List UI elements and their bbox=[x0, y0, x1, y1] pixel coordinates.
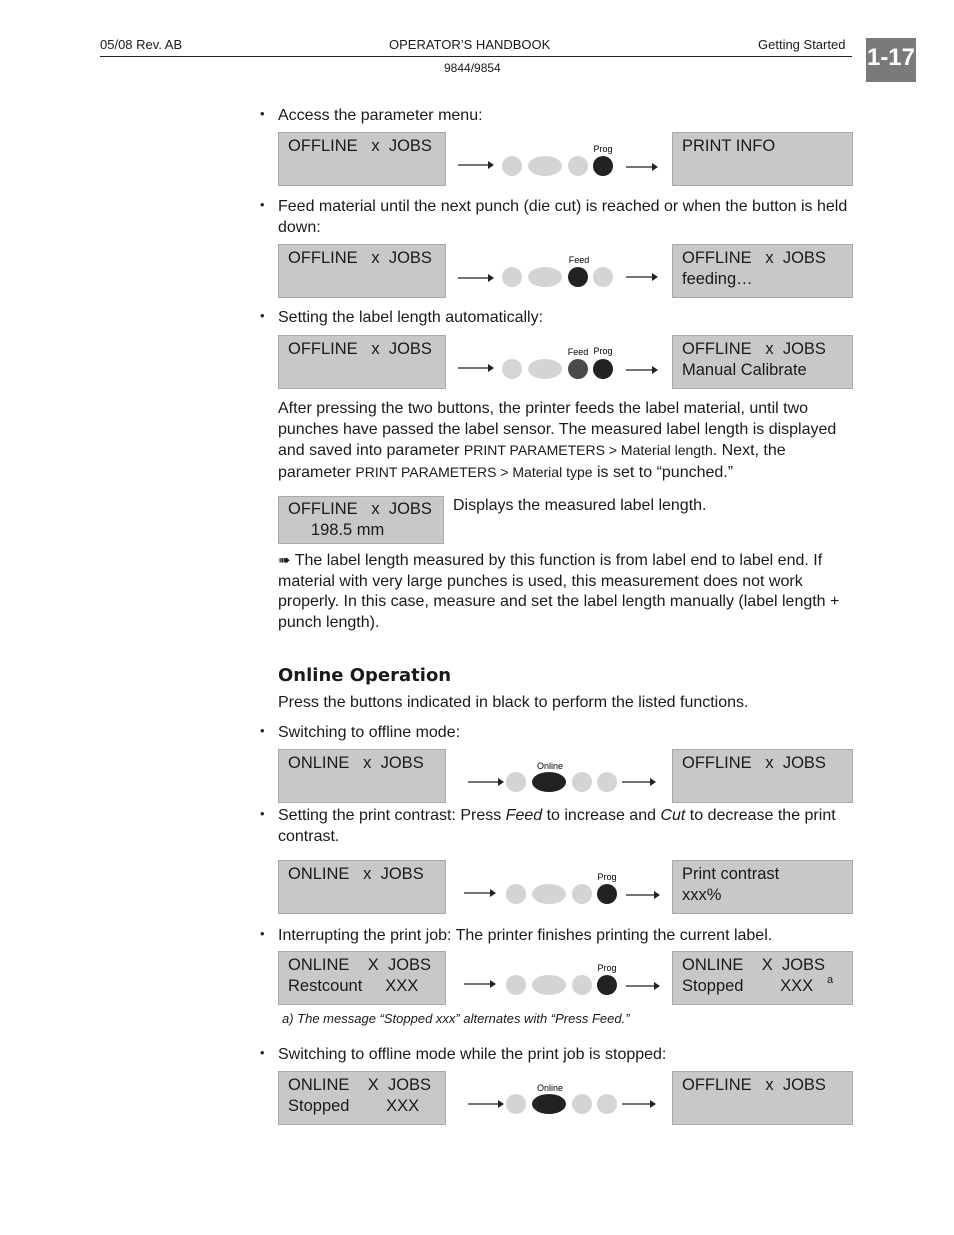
display-before: ONLINE X JOBS Stopped XXX bbox=[278, 1071, 446, 1125]
key-label: Online bbox=[536, 1083, 564, 1093]
key-sequence bbox=[452, 749, 670, 803]
display-before: ONLINE x JOBS bbox=[278, 749, 446, 803]
step-text: Switching to offline mode: bbox=[278, 724, 461, 741]
bullet: • bbox=[260, 308, 265, 323]
key-button bbox=[506, 772, 526, 792]
arrow-right-icon bbox=[458, 364, 494, 372]
key-button bbox=[528, 156, 562, 176]
display-before: OFFLINE x JOBS bbox=[278, 244, 446, 298]
key-button bbox=[506, 1094, 526, 1114]
key-button bbox=[502, 156, 522, 176]
key-button bbox=[572, 884, 592, 904]
key-button bbox=[506, 975, 526, 995]
prog-key-pressed bbox=[593, 359, 613, 379]
section-intro: Press the buttons indicated in black to perform the listed functions. bbox=[278, 694, 749, 711]
key-button bbox=[528, 359, 562, 379]
key-label: Prog bbox=[597, 872, 617, 882]
key-label: Prog bbox=[593, 144, 613, 154]
footnote-marker: a bbox=[827, 974, 834, 986]
parameter-path: PRINT PARAMETERS > Material length bbox=[463, 442, 713, 458]
arrow-right-icon bbox=[468, 778, 504, 786]
arrow-right-icon bbox=[626, 273, 658, 281]
arrow-right-icon bbox=[622, 778, 656, 786]
key-button bbox=[597, 1094, 617, 1114]
display-after: ONLINE X JOBS Stopped XXX a bbox=[672, 951, 853, 1005]
step-text: Feed material until the next punch (die cut) is reached or when the button is held down: bbox=[278, 198, 848, 236]
key-label: Prog bbox=[593, 346, 613, 356]
key-button bbox=[593, 267, 613, 287]
key-sequence bbox=[452, 132, 670, 186]
section-heading: Online Operation bbox=[278, 665, 452, 686]
key-button bbox=[532, 975, 566, 995]
bullet: • bbox=[260, 197, 265, 212]
footnote: a) The message “Stopped xxx” alternates with “Press Feed.” bbox=[282, 1011, 630, 1026]
parameter-path: PRINT PARAMETERS > Material type bbox=[355, 463, 593, 480]
key-sequence bbox=[452, 860, 670, 914]
bullet: • bbox=[260, 806, 265, 821]
display-before: OFFLINE x JOBS bbox=[278, 335, 446, 389]
bullet: • bbox=[260, 926, 265, 941]
prog-key-pressed bbox=[597, 975, 617, 995]
key-button bbox=[572, 772, 592, 792]
online-key-pressed bbox=[532, 1094, 566, 1114]
bullet: • bbox=[260, 106, 265, 121]
display-after: OFFLINE x JOBS bbox=[672, 749, 853, 803]
header-model: 9844/9854 bbox=[444, 61, 501, 75]
arrow-right-icon bbox=[464, 980, 496, 988]
display-after: PRINT INFO bbox=[672, 132, 853, 186]
key-sequence bbox=[452, 335, 670, 389]
page-number-tab: 1-17 bbox=[866, 38, 916, 82]
feed-key-pressed bbox=[568, 267, 588, 287]
step-text: Access the parameter menu: bbox=[278, 107, 483, 124]
arrow-right-icon bbox=[468, 1100, 504, 1108]
display-after: Print contrast xxx% bbox=[672, 860, 853, 914]
bullet: • bbox=[260, 723, 265, 738]
feed-key-pressed bbox=[568, 359, 588, 379]
arrow-right-icon bbox=[458, 161, 494, 169]
key-button bbox=[506, 884, 526, 904]
display-before: ONLINE X JOBS Restcount XXX bbox=[278, 951, 446, 1005]
arrow-right-icon bbox=[458, 274, 494, 282]
calibrate-description: After pressing the two buttons, the printer feeds the label material, until two punches have passed the label sensor. The measured label length is displayed and saved into parameter PRINT PARAMETERS > Material length. Next, the parameter PRINT PARAMETERS > Material type is set to “punched.” bbox=[278, 400, 837, 481]
step-text: Interrupting the print job: The printer finishes printing the current label. bbox=[278, 927, 773, 944]
header-title: OPERATOR’S HANDBOOK bbox=[389, 37, 551, 52]
online-key-pressed bbox=[532, 772, 566, 792]
header-rule bbox=[100, 56, 852, 57]
key-button bbox=[502, 267, 522, 287]
arrow-right-icon bbox=[464, 889, 496, 897]
key-button bbox=[502, 359, 522, 379]
arrow-right-icon bbox=[622, 1100, 656, 1108]
key-button bbox=[532, 884, 566, 904]
key-sequence bbox=[452, 951, 670, 1005]
key-button bbox=[597, 772, 617, 792]
measured-caption: Displays the measured label length. bbox=[453, 497, 707, 514]
key-label: Prog bbox=[597, 963, 617, 973]
prog-key-pressed bbox=[593, 156, 613, 176]
key-sequence bbox=[452, 1071, 670, 1125]
display-measured: OFFLINE x JOBS 198.5 mm bbox=[278, 496, 444, 544]
key-label: Feed bbox=[567, 347, 589, 357]
step-text: Setting the label length automatically: bbox=[278, 309, 544, 326]
arrow-right-icon bbox=[626, 163, 658, 171]
key-button bbox=[568, 156, 588, 176]
header-revision: 05/08 Rev. AB bbox=[100, 37, 183, 52]
step-text: Switching to offline mode while the print job is stopped: bbox=[278, 1046, 667, 1063]
arrow-right-icon bbox=[626, 982, 660, 990]
header-chapter: Getting Started bbox=[758, 37, 846, 52]
display-after: OFFLINE x JOBS bbox=[672, 1071, 853, 1125]
display-after: OFFLINE x JOBS Manual Calibrate bbox=[672, 335, 853, 389]
prog-key-pressed bbox=[597, 884, 617, 904]
note-arrow-icon: ➠ bbox=[278, 552, 291, 569]
display-before: ONLINE x JOBS bbox=[278, 860, 446, 914]
note: ➠ The label length measured by this function is from label end to label end. If material with very large punches is used, this measurement does not work properly. In this case, measure and set the label length manually (label length + punch length). bbox=[278, 552, 840, 631]
key-label: Feed bbox=[568, 255, 590, 265]
step-text: Setting the print contrast: Press Feed to increase and Cut to decrease the print contrast. bbox=[278, 807, 836, 845]
arrow-right-icon bbox=[626, 891, 660, 899]
bullet: • bbox=[260, 1045, 265, 1060]
key-button bbox=[528, 267, 562, 287]
key-label: Online bbox=[536, 761, 564, 771]
arrow-right-icon bbox=[626, 366, 658, 374]
display-before: OFFLINE x JOBS bbox=[278, 132, 446, 186]
key-sequence bbox=[452, 244, 670, 298]
display-after: OFFLINE x JOBS feeding… bbox=[672, 244, 853, 298]
key-button bbox=[572, 1094, 592, 1114]
key-button bbox=[572, 975, 592, 995]
